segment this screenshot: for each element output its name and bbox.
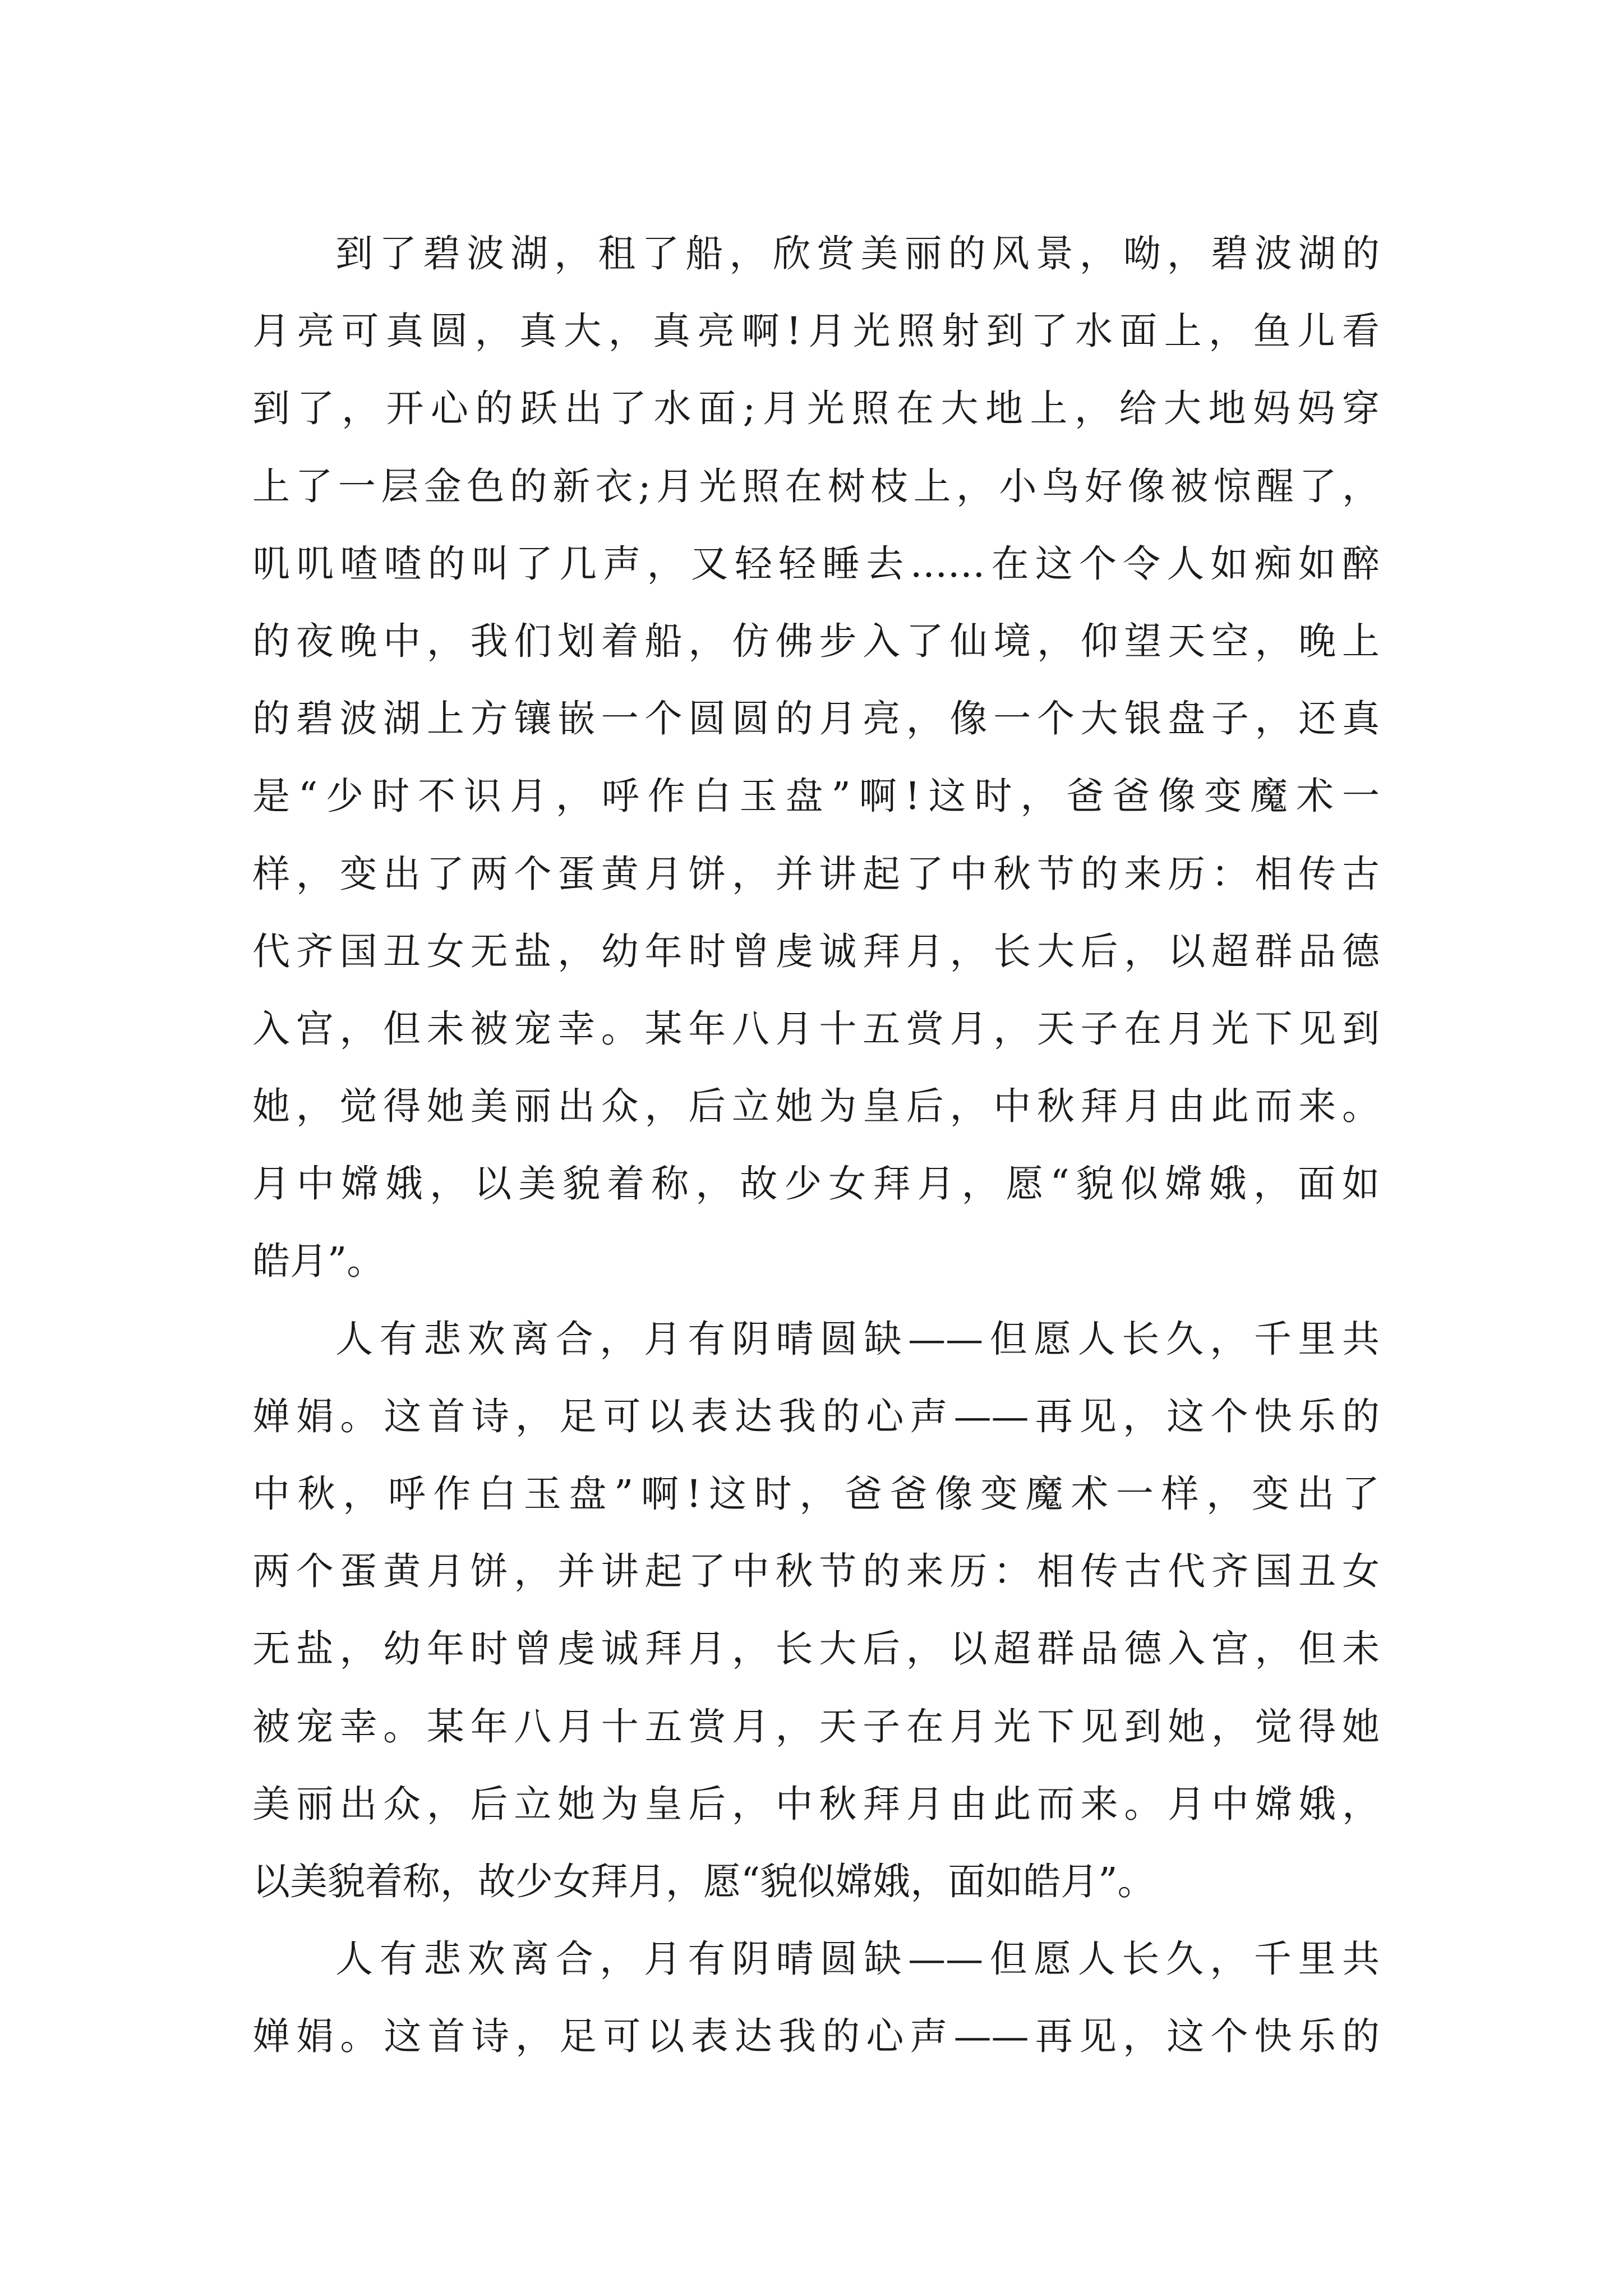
paragraph-line: 人有悲欢离合，月有阴晴圆缺——但愿人长久，千里共 (335, 1937, 1380, 1981)
paragraph-line: 无盐，幼年时曾虔诚拜月，长大后，以超群品德入宫，但未 (252, 1627, 1380, 1671)
paragraph-line: 被宠幸。某年八月十五赏月，天子在月光下见到她，觉得她 (252, 1704, 1380, 1749)
paragraph-line: 入宫，但未被宠幸。某年八月十五赏月，天子在月光下见到 (252, 1006, 1380, 1051)
paragraph-line: 皓月”。 (252, 1239, 385, 1283)
paragraph-line: 美丽出众，后立她为皇后，中秋拜月由此而来。月中嫦娥， (252, 1782, 1380, 1826)
paragraph-line: 的碧波湖上方镶嵌一个圆圆的月亮，像一个大银盘子，还真 (252, 697, 1380, 741)
paragraph-3 (252, 1920, 1380, 2075)
paragraph-line: 婵娟。这首诗，足可以表达我的心声——再见，这个快乐的 (252, 1394, 1380, 1438)
paragraph-line: 是“少时不识月，呼作白玉盘”啊!这时，爸爸像变魔术一 (252, 774, 1380, 818)
paragraph-line: 代齐国丑女无盐，幼年时曾虔诚拜月，长大后，以超群品德 (252, 929, 1380, 973)
paragraph-line: 到了碧波湖，租了船，欣赏美丽的风景，呦，碧波湖的 (335, 232, 1380, 275)
paragraph-line: 月亮可真圆，真大，真亮啊!月光照射到了水面上，鱼儿看 (252, 309, 1380, 353)
paragraph-2 (252, 1300, 1380, 1921)
paragraph-line: 叽叽喳喳的叫了几声，又轻轻睡去……在这个令人如痴如醉 (252, 541, 1380, 586)
paragraph-line: 月中嫦娥，以美貌着称，故少女拜月，愿“貌似嫦娥，面如 (252, 1162, 1380, 1206)
paragraph-line: 两个蛋黄月饼，并讲起了中秋节的来历：相传古代齐国丑女 (252, 1549, 1380, 1594)
paragraph-line: 样，变出了两个蛋黄月饼，并讲起了中秋节的来历：相传古 (252, 852, 1380, 896)
paragraph-1 (252, 215, 1380, 1300)
paragraph-line: 以美貌着称，故少女拜月，愿“貌似嫦娥，面如皓月”。 (252, 1859, 1155, 1903)
paragraph-line: 中秋，呼作白玉盘”啊!这时，爸爸像变魔术一样，变出了 (252, 1472, 1380, 1516)
document-body (252, 215, 1380, 2076)
paragraph-line: 人有悲欢离合，月有阴晴圆缺——但愿人长久，千里共 (335, 1317, 1380, 1361)
paragraph-line: 她，觉得她美丽出众，后立她为皇后，中秋拜月由此而来。 (252, 1084, 1380, 1129)
paragraph-line: 婵娟。这首诗，足可以表达我的心声——再见，这个快乐的 (252, 2014, 1380, 2059)
paragraph-line: 到了，开心的跃出了水面;月光照在大地上，给大地妈妈穿 (252, 386, 1380, 431)
paragraph-line: 上了一层金色的新衣;月光照在树枝上，小鸟好像被惊醒了， (252, 464, 1380, 508)
paragraph-line: 的夜晚中，我们划着船，仿佛步入了仙境，仰望天空，晚上 (252, 619, 1380, 663)
